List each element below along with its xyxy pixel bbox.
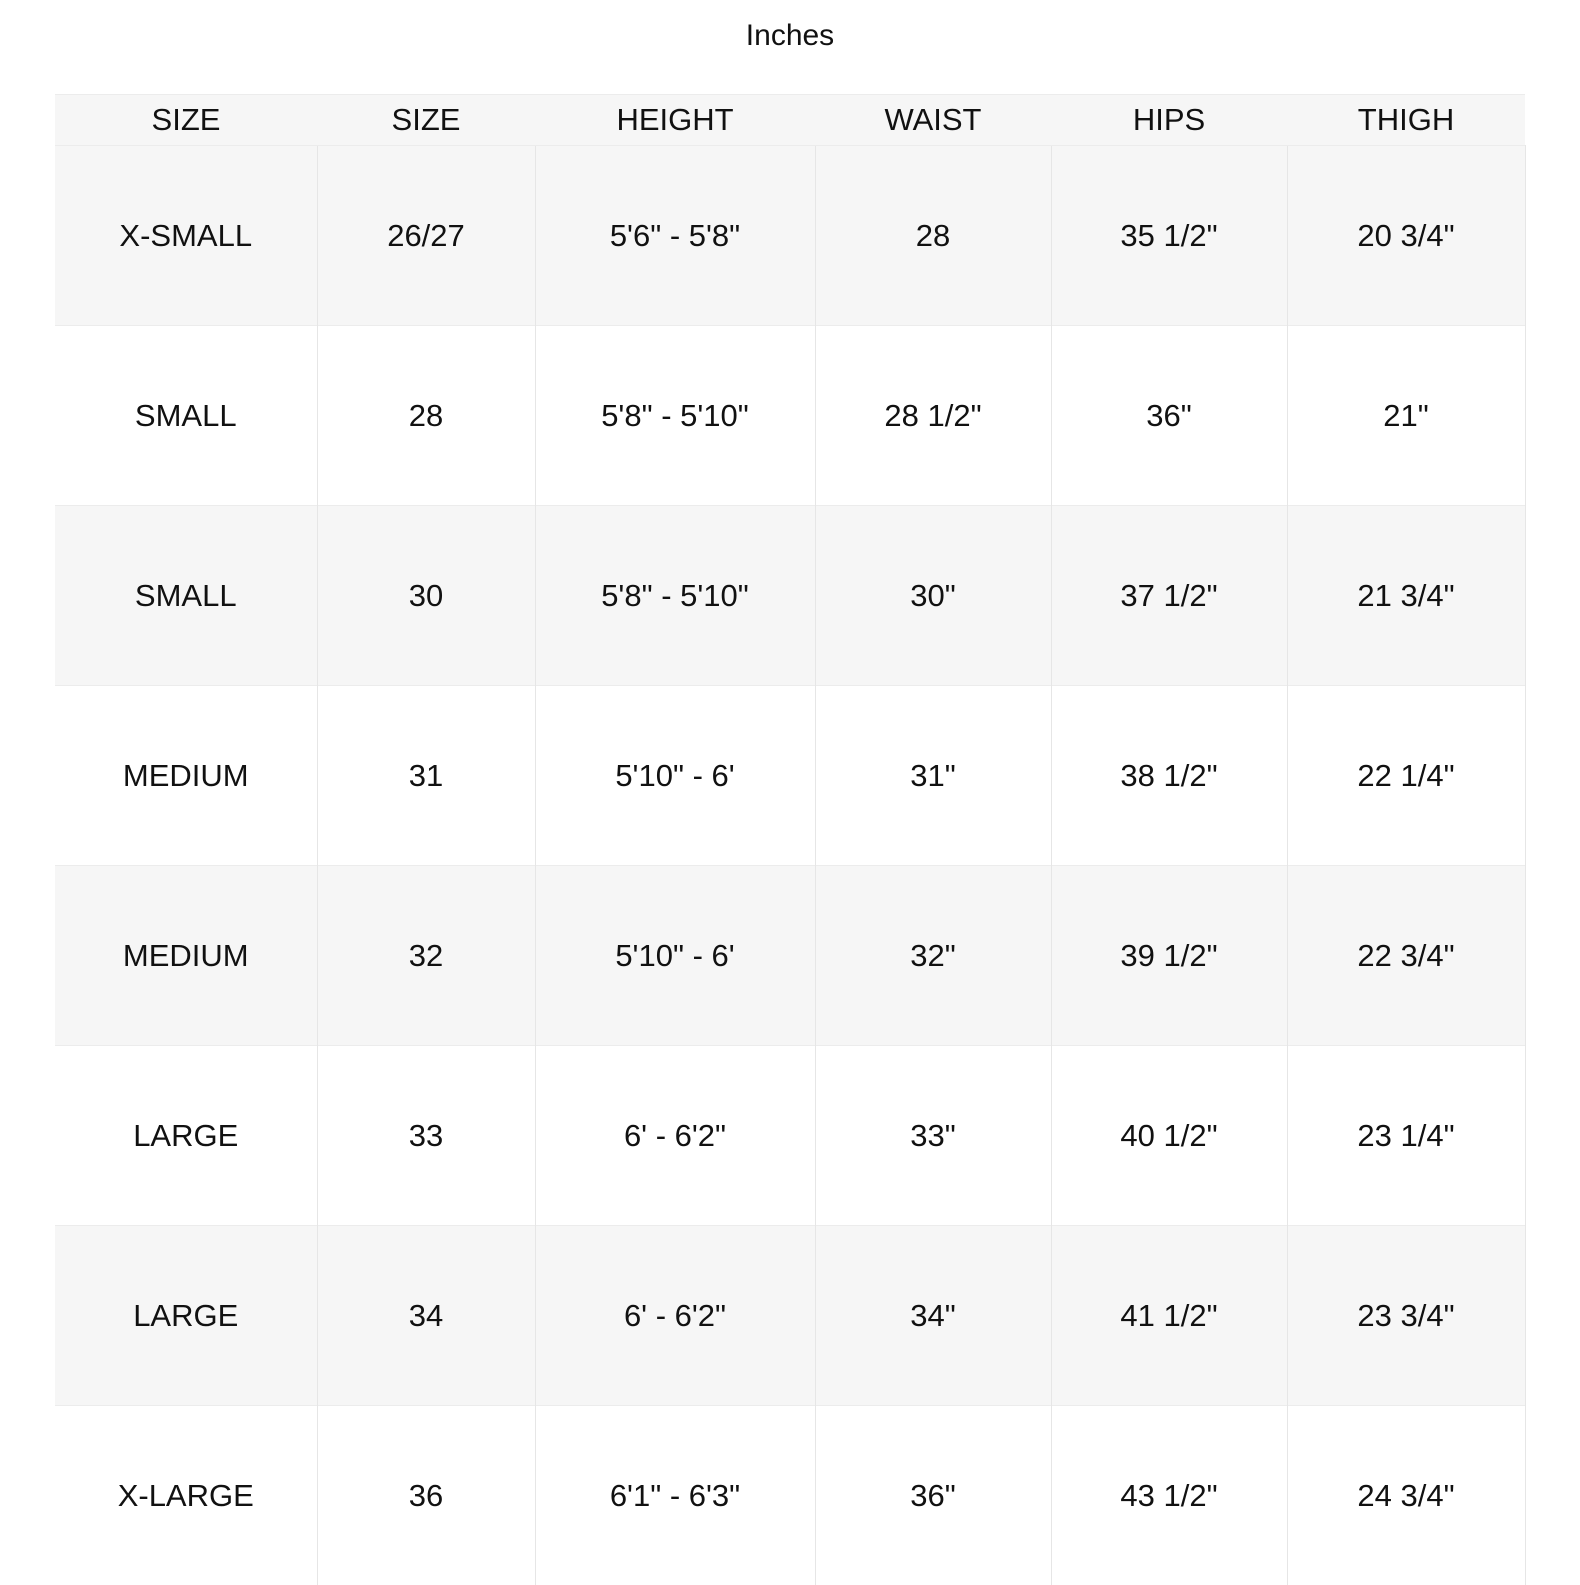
cell-waist: 28 1/2" [815,326,1051,506]
cell-waist: 36" [815,1406,1051,1585]
cell-height: 5'6" - 5'8" [535,146,815,326]
cell-size-number: 36 [317,1406,535,1585]
cell-thigh: 23 1/4" [1287,1046,1525,1226]
cell-hips: 37 1/2" [1051,506,1287,686]
cell-thigh: 22 3/4" [1287,866,1525,1046]
table-row [55,146,1525,326]
cell-hips: 36" [1051,326,1287,506]
cell-height: 5'8" - 5'10" [535,506,815,686]
column-header-thigh: THIGH [1287,95,1525,146]
cell-size: X-LARGE [55,1406,317,1585]
size-chart-table [55,94,1526,1585]
table-row [55,1046,1525,1226]
cell-size-number: 26/27 [317,146,535,326]
cell-waist: 30" [815,506,1051,686]
cell-size: LARGE [55,1046,317,1226]
column-header-size: SIZE [55,95,317,146]
cell-thigh: 23 3/4" [1287,1226,1525,1406]
column-header-size-number: SIZE [317,95,535,146]
cell-height: 6'1" - 6'3" [535,1406,815,1585]
cell-size-number: 31 [317,686,535,866]
cell-thigh: 20 3/4" [1287,146,1525,326]
cell-hips: 43 1/2" [1051,1406,1287,1585]
cell-size: X-SMALL [55,146,317,326]
cell-size-number: 28 [317,326,535,506]
table-row [55,866,1525,1046]
cell-size: MEDIUM [55,686,317,866]
cell-waist: 33" [815,1046,1051,1226]
cell-hips: 39 1/2" [1051,866,1287,1046]
column-header-hips: HIPS [1051,95,1287,146]
cell-hips: 38 1/2" [1051,686,1287,866]
cell-thigh: 22 1/4" [1287,686,1525,866]
page-title: Inches [0,16,1580,56]
cell-thigh: 24 3/4" [1287,1406,1525,1585]
cell-size: SMALL [55,506,317,686]
column-header-height: HEIGHT [535,95,815,146]
cell-thigh: 21" [1287,326,1525,506]
table-row [55,686,1525,866]
cell-waist: 31" [815,686,1051,866]
cell-hips: 40 1/2" [1051,1046,1287,1226]
cell-waist: 28 [815,146,1051,326]
cell-waist: 32" [815,866,1051,1046]
cell-waist: 34" [815,1226,1051,1406]
cell-hips: 41 1/2" [1051,1226,1287,1406]
cell-height: 5'10" - 6' [535,686,815,866]
cell-size: SMALL [55,326,317,506]
cell-size-number: 34 [317,1226,535,1406]
cell-size: LARGE [55,1226,317,1406]
table-row [55,506,1525,686]
table-row [55,326,1525,506]
cell-height: 6' - 6'2" [535,1046,815,1226]
cell-size-number: 32 [317,866,535,1046]
cell-height: 5'10" - 6' [535,866,815,1046]
cell-size: MEDIUM [55,866,317,1046]
cell-hips: 35 1/2" [1051,146,1287,326]
table-header-row [55,95,1525,146]
cell-height: 6' - 6'2" [535,1226,815,1406]
cell-size-number: 33 [317,1046,535,1226]
cell-size-number: 30 [317,506,535,686]
cell-height: 5'8" - 5'10" [535,326,815,506]
table-row [55,1226,1525,1406]
table-row [55,1406,1525,1585]
column-header-waist: WAIST [815,95,1051,146]
cell-thigh: 21 3/4" [1287,506,1525,686]
